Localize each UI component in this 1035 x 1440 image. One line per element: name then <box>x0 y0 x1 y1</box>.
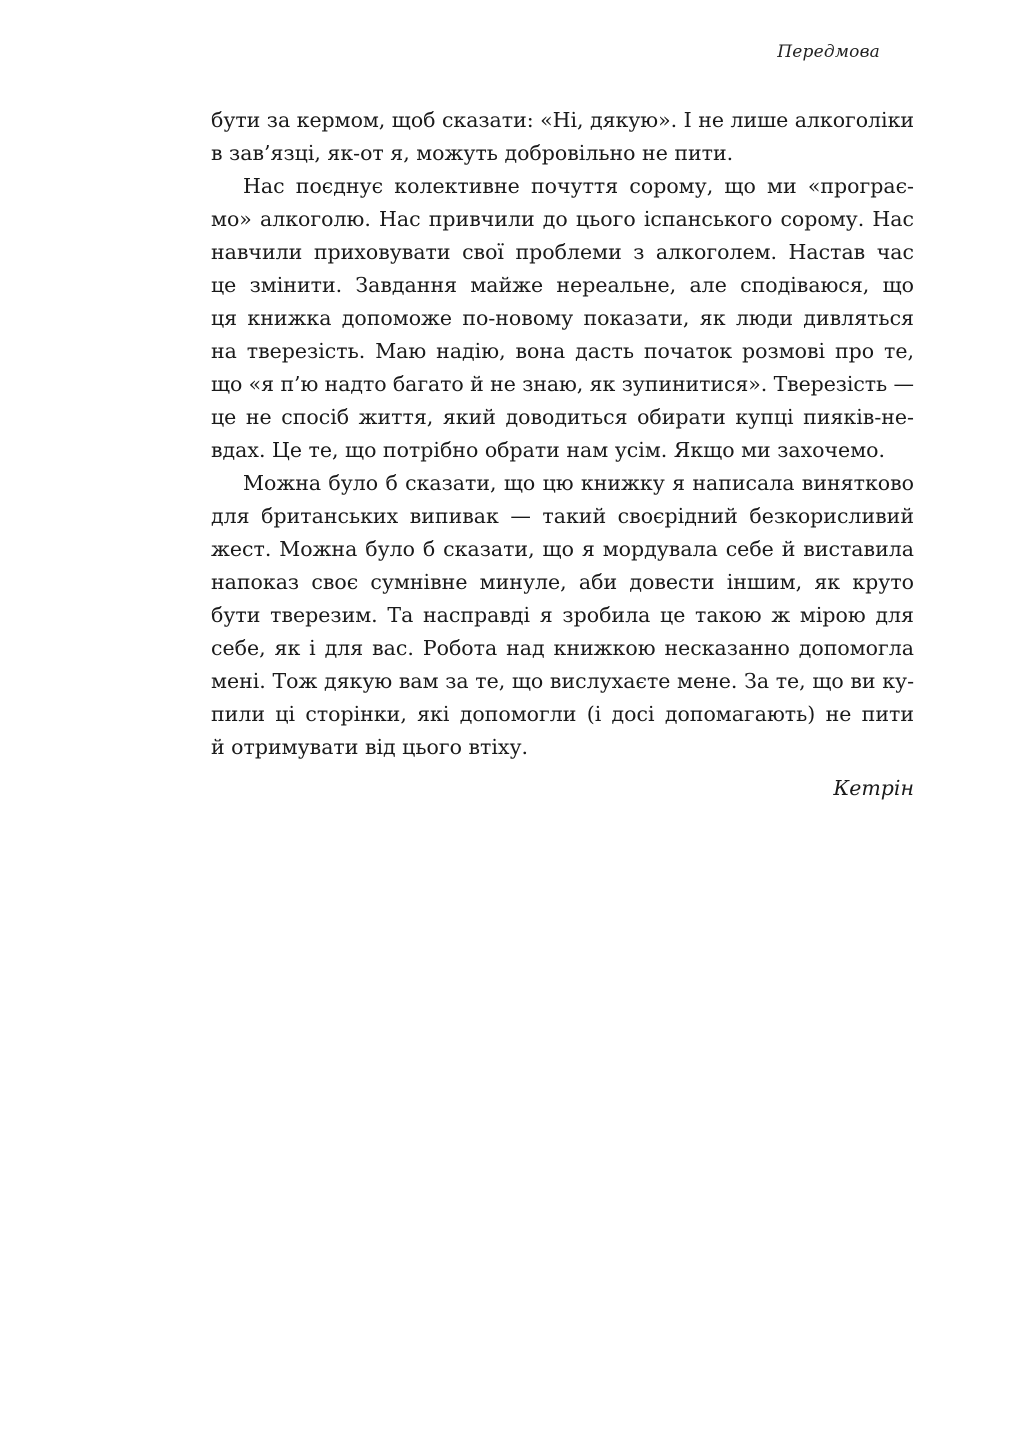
text-line <box>211 665 914 698</box>
text-line <box>211 302 914 335</box>
body-text <box>211 104 914 764</box>
text-line <box>211 269 914 302</box>
text-line <box>211 137 914 170</box>
text-line-content: Можна було б сказати, що цю книжку я написала винятково <box>243 471 914 495</box>
text-line <box>211 632 914 665</box>
text-line-content: жест. Можна було б сказати, що я мордувала себе й виставила <box>211 537 914 561</box>
text-line-content: на тверезість. Маю надію, вона дасть початок розмові про те, <box>211 339 915 363</box>
text-line-content: вдах. Це те, що потрібно обрати нам усім. Якщо ми захочемо. <box>211 438 885 462</box>
text-line-content: ця книжка допоможе по-новому показати, як люди дивляться <box>211 306 914 330</box>
text-line <box>211 698 914 731</box>
text-line <box>211 335 914 368</box>
text-line-content: й отримувати від цього втіху. <box>211 735 529 759</box>
text-line-content: напоказ своє сумнівне минуле, аби довести іншим, як круто <box>211 570 914 594</box>
text-line <box>211 236 914 269</box>
text-line-content: Нас поєднує колективне почуття сорому, що ми «програє- <box>243 174 914 198</box>
text-line-content: це змінити. Завдання майже нереальне, але сподіваюся, що <box>211 273 914 297</box>
text-line-content: що «я п’ю надто багато й не знаю, як зупинитися». Тверезість — <box>211 372 914 396</box>
text-line <box>211 599 914 632</box>
text-line-content: навчили приховувати свої проблеми з алкоголем. Настав час <box>211 240 914 264</box>
text-line-content: це не спосіб життя, який доводиться обирати купці пияків-не- <box>211 405 914 429</box>
text-line-content: пили ці сторінки, які допомогли (і досі допомагають) не пити <box>211 702 914 726</box>
text-line-content: бути за кермом, щоб сказати: «Ні, дякую». І не лише алкоголіки <box>211 108 915 132</box>
text-line <box>211 368 914 401</box>
author-signature: Кетрін <box>833 776 914 800</box>
text-line-content: для британських випивак — такий своєрідний безкорисливий <box>211 504 914 528</box>
text-line <box>211 401 914 434</box>
text-line <box>211 104 914 137</box>
running-header-title: Передмова <box>777 42 880 62</box>
text-line-content: мо» алкоголю. Нас привчили до цього іспанського сорому. Нас <box>211 207 914 231</box>
text-line <box>211 434 914 467</box>
text-line <box>211 170 914 203</box>
text-line-content: в зав’язці, як-от я, можуть добровільно не пити. <box>211 141 734 165</box>
text-line-content: себе, як і для вас. Робота над книжкою несказанно допомогла <box>211 636 914 660</box>
text-line <box>211 203 914 236</box>
text-line <box>211 533 914 566</box>
text-line <box>211 566 914 599</box>
text-line <box>211 467 914 500</box>
text-line-content: бути тверезим. Та насправді я зробила це такою ж мірою для <box>211 603 914 627</box>
text-line-content: мені. Тож дякую вам за те, що вислухаєте мене. За те, що ви ку- <box>211 669 914 693</box>
text-line <box>211 500 914 533</box>
text-line <box>211 731 914 764</box>
